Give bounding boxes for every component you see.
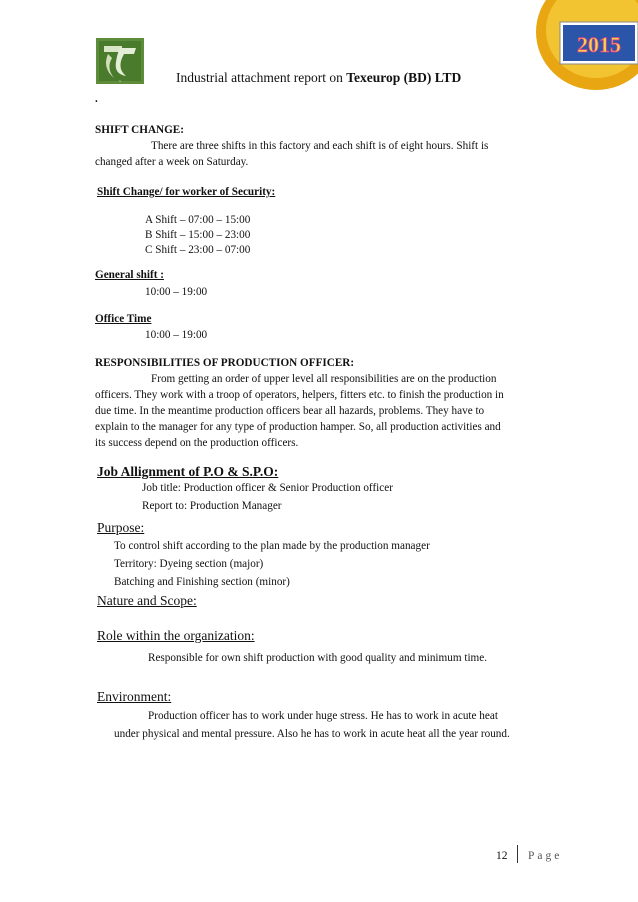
shift-c: C Shift – 23:00 – 07:00 bbox=[145, 244, 251, 256]
stray-mark: . bbox=[95, 93, 98, 105]
environment-line1: Production officer has to work under huge stress. He has to work in acute heat bbox=[148, 710, 498, 722]
shift-a: A Shift – 07:00 – 15:00 bbox=[145, 214, 251, 226]
year-badge bbox=[522, 0, 638, 96]
footer-divider bbox=[517, 845, 518, 863]
shift-change-heading: SHIFT CHANGE: bbox=[95, 124, 184, 136]
header-title-prefix: Industrial attachment report on bbox=[176, 70, 347, 85]
company-logo bbox=[96, 38, 144, 84]
responsibilities-heading: RESPONSIBILITIES OF PRODUCTION OFFICER: bbox=[95, 357, 355, 369]
environment-heading: Environment: bbox=[97, 689, 172, 704]
role-heading: Role within the organization: bbox=[97, 628, 255, 643]
responsibilities-line2: officers. They work with a troop of operators, helpers, fitters etc. to finish the production in bbox=[95, 389, 504, 401]
report-to: Report to: Production Manager bbox=[142, 500, 282, 512]
office-time-value: 10:00 – 19:00 bbox=[145, 329, 208, 341]
responsibilities-line3: due time. In the meantime production officers bear all hazards, problems. They have to bbox=[95, 405, 485, 417]
page-number: 12 bbox=[496, 850, 508, 862]
badge-year: 2015 bbox=[577, 32, 621, 57]
environment-line2: under physical and mental pressure. Also he has to work in acute heat all the year round. bbox=[114, 728, 510, 740]
purpose-line2: Territory: Dyeing section (major) bbox=[114, 558, 264, 570]
job-alignment-heading: Job Allignment of P.O & S.P.O: bbox=[97, 464, 279, 479]
shift-b: B Shift – 15:00 – 23:00 bbox=[145, 229, 251, 241]
nature-scope-heading: Nature and Scope: bbox=[97, 593, 197, 608]
responsibilities-line1: From getting an order of upper level all responsibilities are on the production bbox=[151, 373, 497, 385]
office-time-heading: Office Time bbox=[95, 313, 152, 325]
role-text: Responsible for own shift production with good quality and minimum time. bbox=[148, 652, 488, 664]
logo-letters: TL bbox=[118, 81, 122, 83]
header-title-company: Texeurop (BD) LTD bbox=[346, 70, 462, 85]
job-title: Job title: Production officer & Senior Production officer bbox=[142, 482, 393, 494]
responsibilities-line5: its success depend on the production officers. bbox=[95, 437, 299, 449]
page-label: Page bbox=[528, 850, 563, 862]
shift-change-text-line2: changed after a week on Saturday. bbox=[95, 156, 249, 168]
security-shift-heading: Shift Change/ for worker of Security: bbox=[97, 186, 276, 198]
purpose-heading: Purpose: bbox=[97, 520, 145, 535]
general-shift-time: 10:00 – 19:00 bbox=[145, 286, 208, 298]
header-title bbox=[176, 70, 461, 86]
general-shift-heading: General shift : bbox=[95, 269, 164, 281]
purpose-line1: To control shift according to the plan made by the production manager bbox=[114, 540, 430, 552]
purpose-line3: Batching and Finishing section (minor) bbox=[114, 576, 290, 588]
responsibilities-line4: explain to the manager for any type of production hamper. So, all production activities and bbox=[95, 421, 501, 433]
shift-change-text-line1: There are three shifts in this factory and each shift is of eight hours. Shift is bbox=[151, 140, 489, 152]
